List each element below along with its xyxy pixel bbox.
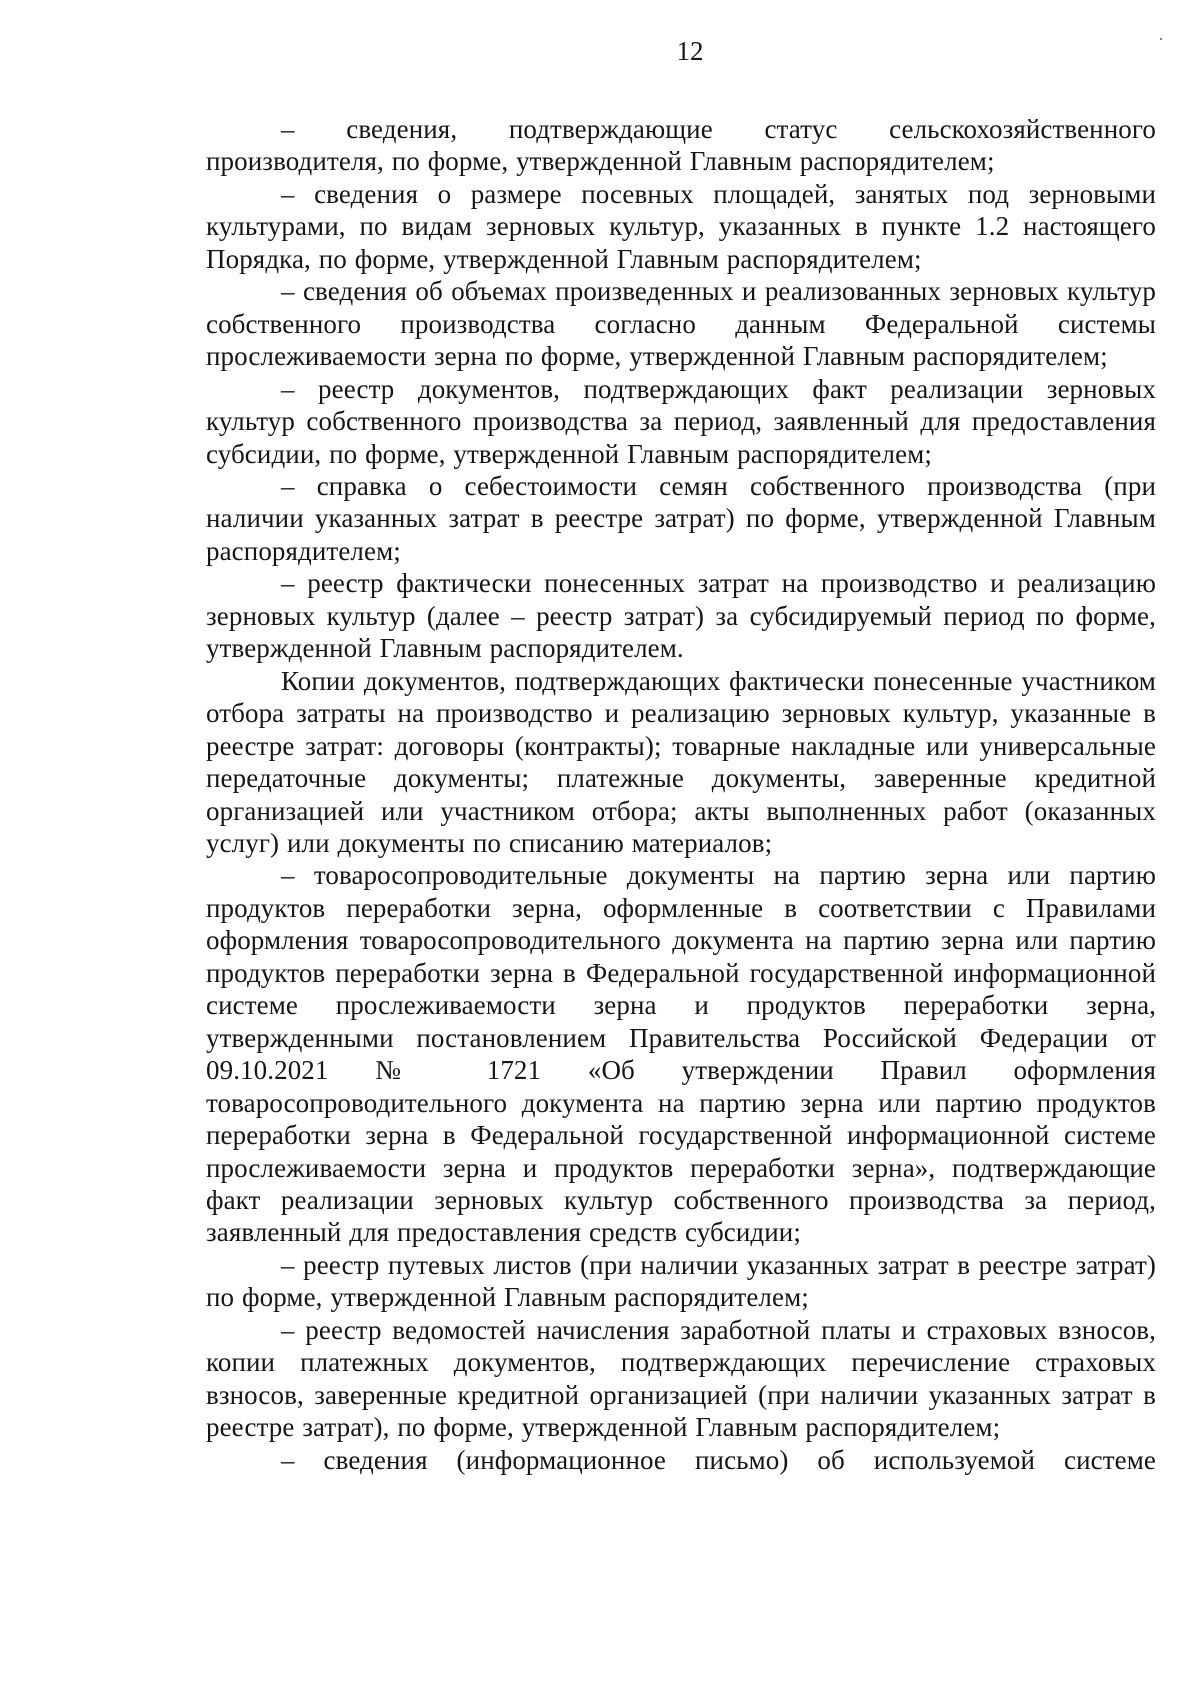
paragraph-payroll-register: – реестр ведомостей начисления заработной платы и страховых взносов, копии платежных документов, подтверждающих перечисление страховых взносов, заверенные кредитной организацией (при наличии указанных затрат в реестре затрат), по форме, утвержденной Главным распорядителем; — [206, 1314, 1156, 1443]
scan-speck — [1160, 38, 1162, 40]
page-number: 12 — [676, 36, 704, 66]
document-body — [206, 113, 1156, 1476]
paragraph-sales-register: – реестр документов, подтверждающих факт реализации зерновых культур собственного производства за период, заявленный для предоставления субсидии, по форме, утвержденной Главным распорядителем; — [206, 373, 1156, 469]
paragraph-document-copies: Копии документов, подтверждающих фактически понесенные участником отбора затраты на производство и реализацию зерновых культур, указанные в реестре затрат: договоры (контракты); товарные накладные или универсальные передаточные документы; платежные документы, заверенные кредитной организацией или участником отбора; акты выполненных работ (оказанных услуг) или документы по списанию материалов; — [206, 665, 1156, 858]
paragraph-information-system: – сведения (информационное письмо) об используемой системе — [281, 1444, 1156, 1475]
paragraph-waybill-register: – реестр путевых листов (при наличии указанных затрат в реестре затрат) по форме, утвержденной Главным распорядителем; — [206, 1249, 1156, 1313]
paragraph-sown-areas: – сведения о размере посевных площадей, занятых под зерновыми культурами, по видам зерновых культур, указанных в пункте 1.2 настоящего Порядка, по форме, утвержденной Главным распорядителем; — [206, 178, 1156, 274]
paragraph-seed-cost: – справка о себестоимости семян собственного производства (при наличии указанных затрат в реестре затрат) по форме, утвержденной Главным распорядителем; — [206, 470, 1156, 566]
paragraph-shipping-documents: – товаросопроводительные документы на партию зерна или партию продуктов переработки зерна, оформленные в соответствии с Правилами оформления товаросопроводительного документа на партию зерна или партию продуктов переработки зерна в Федеральной государственной информационной системе прослеживаемости зерна и продуктов переработки зерна, утвержденными постановлением Правительства Российской Федерации от 09.10.2021 № 1721 «Об утверждении Правил оформления товаросопроводительного документа на партию зерна или партию продуктов переработки зерна в Федеральной государственной информационной системе прослеживаемости зерна и продуктов переработки зерна», подтверждающие факт реализации зерновых культур собственного производства за период, заявленный для предоставления средств субсидии; — [206, 860, 1156, 1248]
paragraph-production-volumes: – сведения об объемах произведенных и реализованных зерновых культур собственного производства согласно данным Федеральной системы прослеживаемости зерна по форме, утвержденной Главным распорядителем; — [206, 276, 1156, 372]
paragraph-status-info: – сведения, подтверждающие статус сельскохозяйственного производителя, по форме, утвержденной Главным распорядителем; — [206, 114, 1156, 177]
paragraph-cost-register: – реестр фактически понесенных затрат на производство и реализацию зерновых культур (далее – реестр затрат) за субсидируемый период по форме, утвержденной Главным распорядителем. — [206, 568, 1156, 664]
